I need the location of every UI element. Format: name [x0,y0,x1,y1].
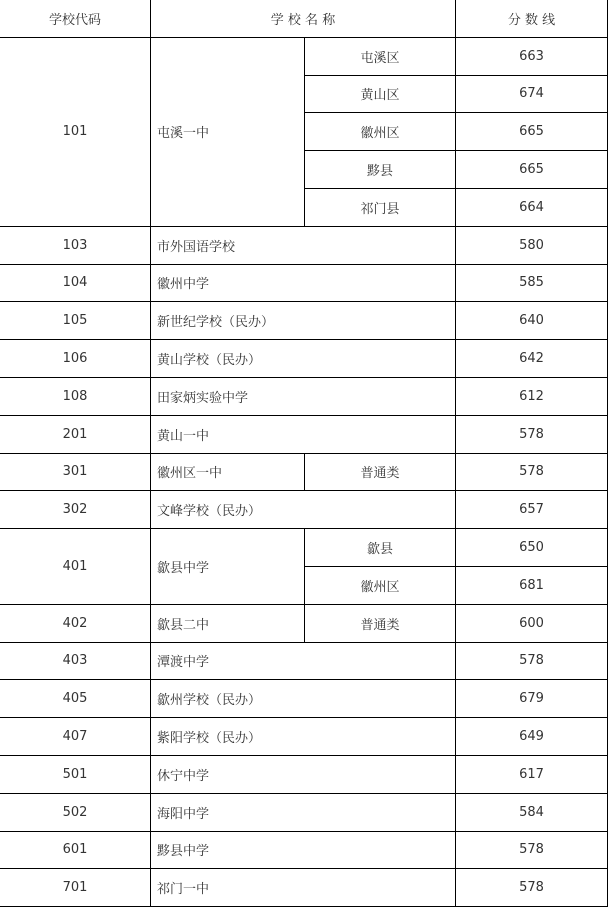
school-code-cell: 105 [0,302,151,340]
school-name-cell: 新世纪学校（民办） [151,302,456,340]
score-cell: 665 [456,113,608,151]
table-row [0,869,608,907]
school-code-cell: 401 [0,529,151,605]
school-name-cell: 海阳中学 [151,793,456,831]
school-code-cell: 405 [0,680,151,718]
school-code-cell: 103 [0,226,151,264]
score-cell: 664 [456,188,608,226]
school-name-cell: 祁门一中 [151,869,456,907]
score-cell: 665 [456,151,608,189]
table-row [0,377,608,415]
school-code-cell: 104 [0,264,151,302]
school-code-cell: 501 [0,755,151,793]
score-cell: 578 [456,831,608,869]
school-code-cell: 502 [0,793,151,831]
table-row [0,340,608,378]
school-code-cell: 201 [0,415,151,453]
table-row [0,453,608,491]
score-cell: 585 [456,264,608,302]
score-cell: 679 [456,680,608,718]
school-name-cell: 屯溪一中 [151,37,305,226]
table-row [0,302,608,340]
table-header-row [0,0,608,37]
school-name-cell: 歙县二中 [151,604,305,642]
score-cell: 649 [456,718,608,756]
district-cell: 黄山区 [305,75,456,113]
district-cell: 徽州区 [305,113,456,151]
school-code-cell: 302 [0,491,151,529]
school-code-cell: 601 [0,831,151,869]
table-row [0,793,608,831]
school-name-cell: 歙州学校（民办） [151,680,456,718]
school-name-cell: 潭渡中学 [151,642,456,680]
school-name-cell: 休宁中学 [151,755,456,793]
school-code-cell: 101 [0,37,151,226]
school-code-cell: 301 [0,453,151,491]
category-cell: 普通类 [305,604,456,642]
table-row [0,529,608,567]
table-row [0,680,608,718]
school-name-cell: 歙县中学 [151,529,305,605]
school-code-cell: 701 [0,869,151,907]
district-cell: 祁门县 [305,188,456,226]
school-name-cell: 黄山一中 [151,415,456,453]
school-code-cell: 407 [0,718,151,756]
score-cell: 580 [456,226,608,264]
district-cell: 屯溪区 [305,37,456,75]
school-name-cell: 黟县中学 [151,831,456,869]
table-row [0,831,608,869]
table-row [0,415,608,453]
header-school-code: 学校代码 [0,0,151,37]
score-cell: 642 [456,340,608,378]
score-cell: 640 [456,302,608,340]
district-cell: 歙县 [305,529,456,567]
score-cell: 578 [456,869,608,907]
school-code-cell: 403 [0,642,151,680]
school-name-cell: 紫阳学校（民办） [151,718,456,756]
table-row [0,264,608,302]
table-row [0,37,608,75]
table-row [0,226,608,264]
score-cell: 578 [456,415,608,453]
school-name-cell: 黄山学校（民办） [151,340,456,378]
header-score-line: 分 数 线 [456,0,608,37]
score-cell: 657 [456,491,608,529]
district-cell: 徽州区 [305,566,456,604]
category-cell: 普通类 [305,453,456,491]
school-name-cell: 市外国语学校 [151,226,456,264]
school-name-cell: 文峰学校（民办） [151,491,456,529]
score-cell: 681 [456,566,608,604]
school-code-cell: 108 [0,377,151,415]
header-school-name: 学 校 名 称 [151,0,456,37]
table-row [0,491,608,529]
school-name-cell: 徽州区一中 [151,453,305,491]
score-cell: 617 [456,755,608,793]
school-code-cell: 106 [0,340,151,378]
score-cell: 578 [456,453,608,491]
school-name-cell: 田家炳实验中学 [151,377,456,415]
score-cell: 612 [456,377,608,415]
score-cell: 663 [456,37,608,75]
score-cell: 578 [456,642,608,680]
school-code-cell: 402 [0,604,151,642]
table-row [0,642,608,680]
school-name-cell: 徽州中学 [151,264,456,302]
table-row [0,755,608,793]
score-cell: 674 [456,75,608,113]
score-cell: 584 [456,793,608,831]
score-cell: 650 [456,529,608,567]
district-cell: 黟县 [305,151,456,189]
table-row [0,718,608,756]
score-cell: 600 [456,604,608,642]
table-row [0,604,608,642]
